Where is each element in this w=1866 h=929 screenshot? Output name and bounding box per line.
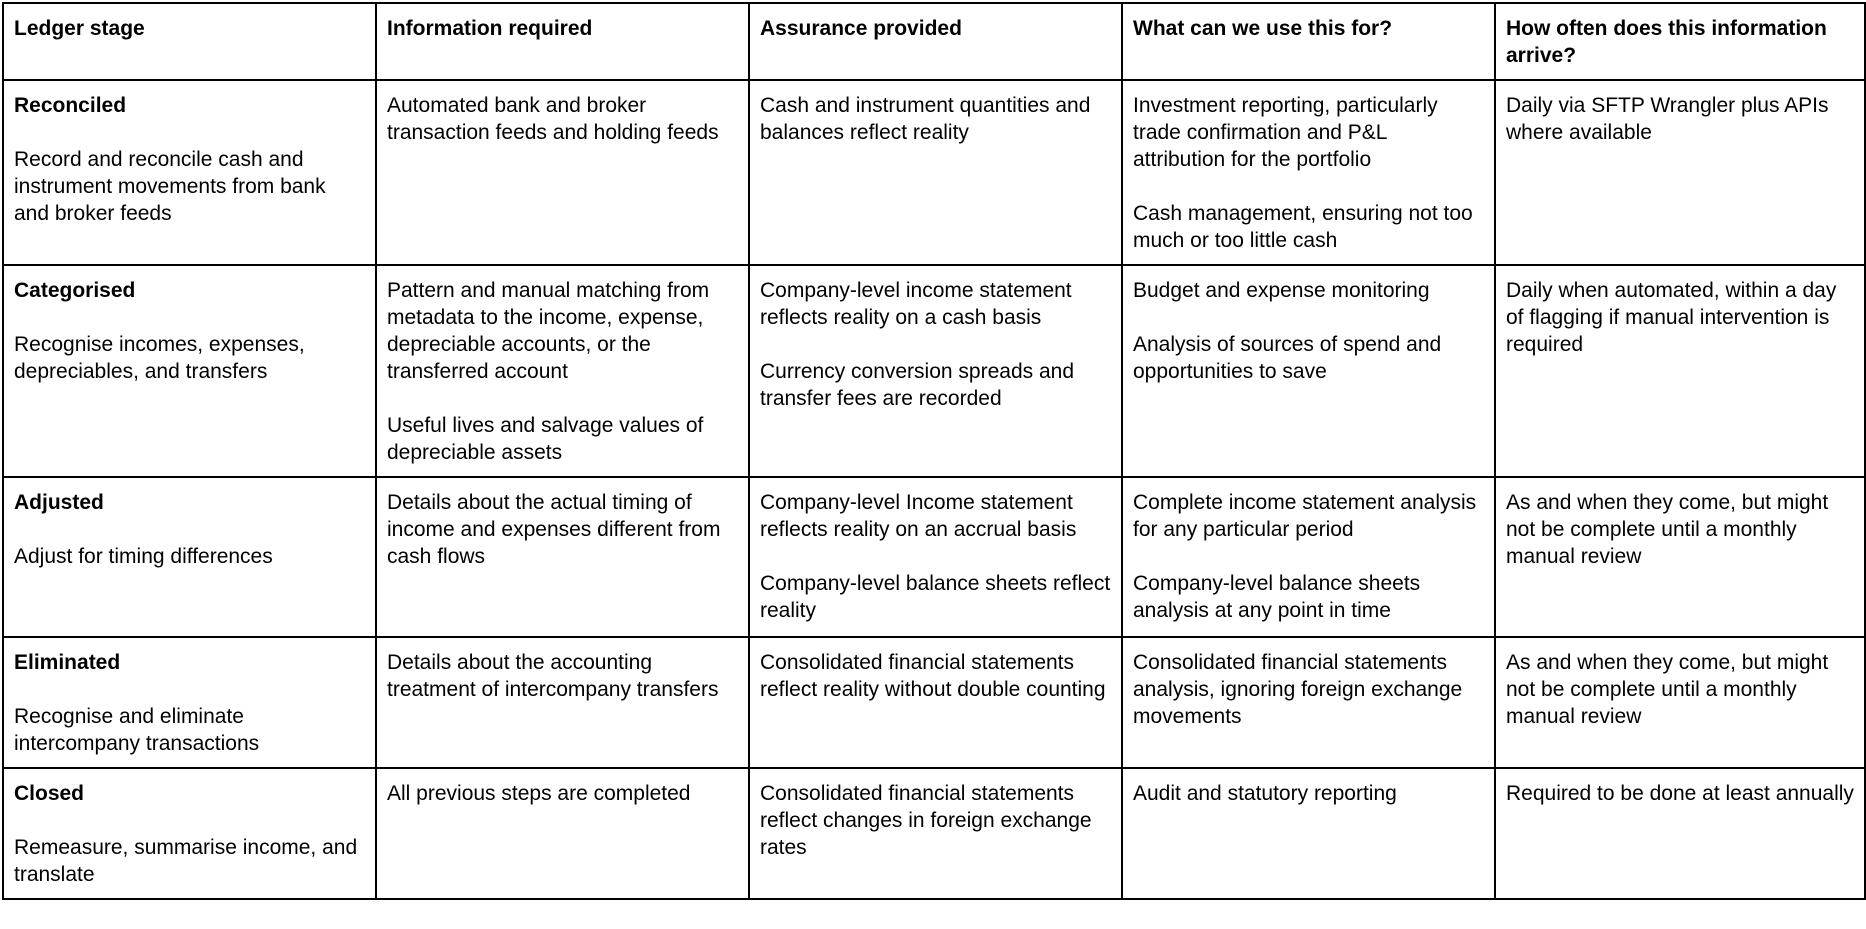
frequency-text: Required to be done at least annually — [1506, 782, 1854, 805]
assurance-text: Company-level Income statement reflects reality on an accrual basis — [760, 491, 1077, 541]
assurance-text: Company-level income statement reflects reality on a cash basis — [760, 279, 1072, 329]
info-text: Automated bank and broker transaction feeds and holding feeds — [387, 94, 719, 144]
stage-title: Categorised — [14, 279, 136, 302]
uses-cell — [1122, 80, 1495, 265]
uses-text: Consolidated financial statements analysis, ignoring foreign exchange movements — [1133, 651, 1463, 728]
header-uses: What can we use this for? — [1122, 3, 1495, 80]
frequency-text: Daily when automated, within a day of flagging if manual intervention is required — [1506, 279, 1837, 356]
info-text: Details about the accounting treatment of intercompany transfers — [387, 651, 719, 701]
frequency-cell — [1495, 477, 1865, 637]
table-row-eliminated — [3, 637, 1865, 768]
assurance-cell — [749, 265, 1122, 477]
info-text: All previous steps are completed — [387, 782, 691, 805]
assurance-cell — [749, 768, 1122, 899]
stage-description: Adjust for timing differences — [14, 545, 273, 568]
assurance-text: Consolidated financial statements reflect changes in foreign exchange rates — [760, 782, 1092, 859]
info-text: Pattern and manual matching from metadata to the income, expense, depreciable accounts, or the transferred account — [387, 279, 710, 383]
ledger-stages-table-wrapper — [2, 2, 1866, 900]
info-text: Useful lives and salvage values of depreciable assets — [387, 414, 704, 464]
stage-title: Eliminated — [14, 651, 121, 674]
info-cell — [376, 265, 749, 477]
stage-cell — [3, 265, 376, 477]
frequency-text: Daily via SFTP Wrangler plus APIs where available — [1506, 94, 1829, 144]
table-row-closed — [3, 768, 1865, 899]
info-cell — [376, 80, 749, 265]
assurance-text: Currency conversion spreads and transfer fees are recorded — [760, 360, 1074, 410]
uses-text: Cash management, ensuring not too much or too little cash — [1133, 202, 1473, 252]
frequency-text: As and when they come, but might not be complete until a monthly manual review — [1506, 491, 1829, 568]
header-frequency: How often does this information arrive? — [1495, 3, 1865, 80]
uses-cell — [1122, 265, 1495, 477]
stage-cell — [3, 768, 376, 899]
header-assurance-provided: Assurance provided — [749, 3, 1122, 80]
stage-cell — [3, 80, 376, 265]
assurance-text: Consolidated financial statements reflect reality without double counting — [760, 651, 1106, 701]
header-row — [3, 3, 1865, 80]
uses-cell — [1122, 477, 1495, 637]
frequency-text: As and when they come, but might not be complete until a monthly manual review — [1506, 651, 1829, 728]
info-cell — [376, 768, 749, 899]
stage-cell — [3, 477, 376, 637]
stage-title: Reconciled — [14, 94, 127, 117]
frequency-cell — [1495, 265, 1865, 477]
stage-title: Adjusted — [14, 491, 104, 514]
assurance-cell — [749, 80, 1122, 265]
stage-description: Remeasure, summarise income, and translate — [14, 836, 358, 886]
uses-text: Analysis of sources of spend and opportunities to save — [1133, 333, 1442, 383]
stage-description: Recognise incomes, expenses, depreciables, and transfers — [14, 333, 305, 383]
frequency-cell — [1495, 80, 1865, 265]
assurance-cell — [749, 477, 1122, 637]
assurance-text: Company-level balance sheets reflect reality — [760, 572, 1111, 622]
info-cell — [376, 637, 749, 768]
assurance-text: Cash and instrument quantities and balances reflect reality — [760, 94, 1091, 144]
table-row-categorised — [3, 265, 1865, 477]
header-information-required: Information required — [376, 3, 749, 80]
table-row-adjusted — [3, 477, 1865, 637]
uses-text: Audit and statutory reporting — [1133, 782, 1397, 805]
uses-text: Complete income statement analysis for any particular period — [1133, 491, 1477, 541]
uses-cell — [1122, 637, 1495, 768]
table-row-reconciled — [3, 80, 1865, 265]
info-text: Details about the actual timing of income and expenses different from cash flows — [387, 491, 721, 568]
stage-description: Recognise and eliminate intercompany transactions — [14, 705, 260, 755]
stage-title: Closed — [14, 782, 85, 805]
assurance-cell — [749, 637, 1122, 768]
stage-description: Record and reconcile cash and instrument movements from bank and broker feeds — [14, 148, 326, 225]
frequency-cell — [1495, 637, 1865, 768]
uses-text: Company-level balance sheets analysis at any point in time — [1133, 572, 1421, 622]
stage-cell — [3, 637, 376, 768]
header-ledger-stage: Ledger stage — [3, 3, 376, 80]
uses-text: Investment reporting, particularly trade confirmation and P&L attribution for the portfolio — [1133, 94, 1438, 171]
frequency-cell — [1495, 768, 1865, 899]
info-cell — [376, 477, 749, 637]
ledger-stages-table — [2, 2, 1866, 900]
uses-cell — [1122, 768, 1495, 899]
uses-text: Budget and expense monitoring — [1133, 279, 1430, 302]
